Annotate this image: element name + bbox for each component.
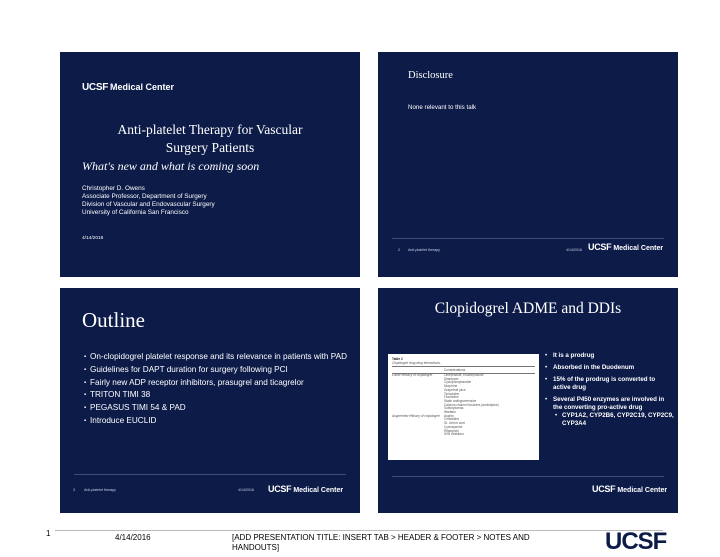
table-cell-drug: Sulfonylureas (444, 406, 464, 411)
sub-bullet-item: • CYP1A2, CYP2B6, CYP2C19, CYP2C9, CYP3A4 (553, 412, 674, 428)
table-cell-drug: Calcium channel blockers (amlodipine) (444, 402, 499, 407)
bullet-item: ▪ Fairly new ADP receptor inhibitors, prasugrel and ticagrelor (85, 378, 353, 388)
bullet-list (544, 352, 674, 432)
ucsf-medical-center-logo (82, 82, 174, 93)
slide-date: 4/14/2016 (82, 236, 104, 241)
bullet-item: ▪ Introduce EUCLID (85, 416, 353, 426)
ucsf-logo-mark: UCSF (268, 484, 292, 494)
author-title: Associate Professor, Department of Surgery (82, 193, 207, 200)
slide-clopidogrel[interactable] (378, 288, 678, 513)
table-cell-drug: Cyclosporine (444, 424, 463, 429)
bullet-item: ▪ TRITON TIMI 38 (85, 390, 353, 400)
bullet-item: ▪ PEGASUS TIMI 54 & PAD (85, 403, 353, 413)
ucsf-logo-text: Medical Center (293, 487, 344, 494)
table-row (392, 433, 535, 437)
ucsf-medical-center-logo (588, 242, 663, 252)
title-line: Surgery Patients (165, 140, 255, 155)
ucsf-logo-mark: UCSF (592, 484, 616, 494)
footer-divider (74, 474, 346, 475)
sub-bullet-list (553, 412, 674, 428)
slide-number: 3 (73, 488, 75, 492)
table-rule (392, 366, 535, 367)
table-cell-drug: Ticlopidine (444, 391, 460, 396)
slide-title: Clopidogrel ADME and DDIs (434, 300, 622, 317)
bullet-list (85, 352, 353, 429)
bullet-item (544, 352, 674, 360)
bullet-text: Several P450 enzymes are involved in the converting pro-active drug (553, 396, 665, 411)
table-caption: Table 2 (392, 357, 403, 361)
table-cell-drug: Cyclophosphamide (444, 380, 472, 385)
slide-title: Disclosure (408, 70, 453, 81)
table-cell-drug: Grapefruit juice (444, 387, 466, 392)
table-cell-drug: Aspirin (444, 413, 454, 418)
slide-body: None relevant to this talk (408, 104, 477, 111)
slide-title: Outline (82, 308, 145, 332)
slide-outline[interactable] (60, 288, 360, 513)
ucsf-logo-mark: UCSF (82, 82, 109, 93)
footer-text: Anti-platelet therapy (408, 248, 440, 252)
table-header (392, 368, 535, 372)
title-line: Anti-platelet Therapy for Vascular (117, 122, 303, 137)
footer-date: 4/14/2016 (566, 248, 582, 252)
bullet-text: It is a prodrug (553, 352, 595, 359)
footer-date: 4/14/2016 (238, 488, 254, 492)
bullet-text: Absorbed in the Duodenum (553, 364, 635, 371)
slide-title-text (82, 121, 338, 157)
table-cell-drug: St. John's wort (444, 421, 465, 426)
table-cell-drug: Fluoxetine (444, 395, 459, 400)
ucsf-logo-mark: UCSF (588, 242, 612, 252)
ucsf-logo-text: Medical Center (110, 82, 175, 92)
page-number: 1 (46, 529, 51, 538)
page-footer-note: [ADD PRESENTATION TITLE: INSERT TAB > HEADER & FOOTER > NOTES AND HANDOUTS] (232, 533, 530, 552)
footer-divider (392, 238, 664, 239)
table-cell-drug: Statin antihypertensive (444, 398, 477, 403)
table-cell-drug: Warfarin (444, 410, 456, 415)
table-column-header: Considerations (444, 367, 466, 372)
table-cell-drug: Cimetidine (444, 417, 460, 422)
ucsf-logo-text: Medical Center (617, 487, 668, 494)
page-footer-divider (55, 530, 663, 531)
footer-divider (392, 476, 664, 477)
table-cell-category: Lower efficacy of clopidogrel (392, 373, 433, 377)
table-subtitle: Clopidogrel drug-drug interactions. (392, 361, 441, 365)
table-body (392, 374, 535, 437)
bullet-item: ▪ On-clopidogrel platelet response and its relevance in patients with PAD (85, 352, 353, 362)
page-footer-date: 4/14/2016 (115, 533, 151, 542)
table-cell-drug: Morphine (444, 384, 458, 389)
bullet-item (544, 396, 674, 428)
slide-title[interactable] (60, 52, 360, 277)
slide-subtitle: What's new and what is coming soon (82, 159, 260, 173)
author-name: Christopher D. Owens (82, 185, 145, 192)
bullet-item: ▪ Guidelines for DAPT duration for surgery following PCI (85, 365, 353, 375)
ucsf-logo-text: Medical Center (613, 245, 664, 252)
slide-number: 2 (398, 248, 400, 252)
ucsf-logo: UCSF (605, 528, 667, 555)
slide-disclosure[interactable] (378, 52, 678, 277)
bullet-item (544, 376, 674, 392)
drug-interaction-table (388, 354, 539, 460)
table-cell-category: Augmented efficacy of clopidogrel (392, 413, 440, 418)
table-header-blank (392, 368, 444, 372)
table-cell-drug: Omeprazole, Esomeprazole (444, 373, 484, 377)
footer-text: Anti-platelet therapy (84, 488, 116, 492)
bullet-item (544, 364, 674, 372)
ucsf-medical-center-logo (592, 484, 667, 494)
table-cell-category (392, 433, 444, 437)
table-cell-drug: Rifampicin (444, 428, 459, 433)
ucsf-medical-center-logo (268, 484, 343, 494)
author-block (82, 185, 215, 217)
table-cell-drug: Diazepam (444, 376, 459, 381)
table-cell-drug: H2B inhibitors (444, 432, 464, 437)
bullet-text: 15% of the prodrug is converted to active drug (553, 376, 656, 391)
author-university: University of California San Francisco (82, 209, 189, 216)
author-division: Division of Vascular and Endovascular Surgery (82, 201, 215, 208)
